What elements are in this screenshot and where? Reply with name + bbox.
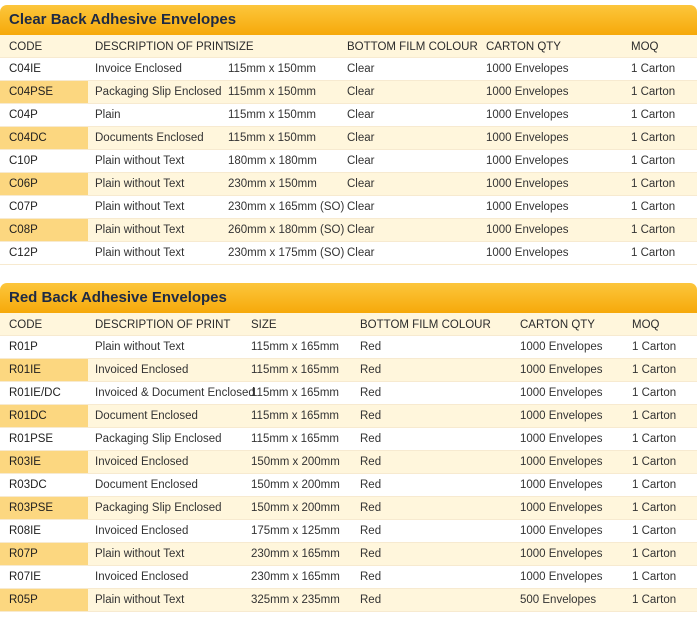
cell-code: R01IE bbox=[0, 359, 88, 381]
cell-code: R01DC bbox=[0, 405, 88, 427]
cell-size: 115mm x 165mm bbox=[251, 364, 339, 376]
cell-code: C08P bbox=[0, 219, 88, 241]
table-row bbox=[0, 543, 697, 566]
cell-description: Plain without Text bbox=[95, 224, 185, 236]
table-header-row bbox=[0, 35, 697, 58]
cell-film-colour: Clear bbox=[347, 224, 375, 236]
header-code: CODE bbox=[9, 41, 43, 53]
cell-film-colour: Red bbox=[360, 364, 382, 376]
table-title: Clear Back Adhesive Envelopes bbox=[0, 5, 697, 35]
cell-moq: 1 Carton bbox=[631, 63, 676, 75]
table-row bbox=[0, 520, 697, 543]
cell-size: 115mm x 165mm bbox=[251, 433, 339, 445]
cell-description: Invoiced Enclosed bbox=[95, 456, 189, 468]
header-film-colour: BOTTOM FILM COLOUR bbox=[347, 41, 478, 53]
cell-film-colour: Clear bbox=[347, 86, 375, 98]
cell-size: 150mm x 200mm bbox=[251, 479, 340, 491]
cell-moq: 1 Carton bbox=[632, 571, 677, 583]
cell-carton-qty: 1000 Envelopes bbox=[520, 502, 603, 514]
cell-carton-qty: 1000 Envelopes bbox=[486, 178, 569, 190]
cell-description: Plain bbox=[95, 109, 121, 121]
cell-code: C04IE bbox=[9, 63, 41, 75]
cell-film-colour: Clear bbox=[347, 63, 375, 75]
table-row bbox=[0, 359, 697, 382]
cell-carton-qty: 1000 Envelopes bbox=[520, 479, 603, 491]
table-row bbox=[0, 196, 697, 219]
cell-description: Plain without Text bbox=[95, 201, 185, 213]
cell-carton-qty: 1000 Envelopes bbox=[520, 410, 603, 422]
cell-carton-qty: 1000 Envelopes bbox=[486, 109, 569, 121]
cell-description: Plain without Text bbox=[95, 548, 185, 560]
cell-carton-qty: 1000 Envelopes bbox=[520, 387, 603, 399]
cell-film-colour: Red bbox=[360, 525, 382, 537]
cell-moq: 1 Carton bbox=[631, 155, 676, 167]
table-row bbox=[0, 589, 697, 612]
cell-film-colour: Red bbox=[360, 594, 382, 606]
cell-carton-qty: 1000 Envelopes bbox=[486, 132, 569, 144]
cell-carton-qty: 1000 Envelopes bbox=[520, 433, 603, 445]
cell-description: Invoiced Enclosed bbox=[95, 525, 189, 537]
cell-size: 230mm x 165mm bbox=[251, 571, 340, 583]
header-description: DESCRIPTION OF PRINT bbox=[95, 41, 231, 53]
cell-code: C12P bbox=[9, 247, 38, 259]
table-row bbox=[0, 566, 697, 589]
cell-moq: 1 Carton bbox=[632, 525, 677, 537]
table-row bbox=[0, 336, 697, 359]
cell-carton-qty: 1000 Envelopes bbox=[520, 548, 603, 560]
cell-moq: 1 Carton bbox=[632, 479, 677, 491]
cell-size: 325mm x 235mm bbox=[251, 594, 340, 606]
table-row bbox=[0, 242, 697, 265]
cell-code: R01IE/DC bbox=[9, 387, 61, 399]
cell-description: Document Enclosed bbox=[95, 410, 198, 422]
table-row bbox=[0, 382, 697, 405]
cell-film-colour: Clear bbox=[347, 247, 375, 259]
table-row bbox=[0, 497, 697, 520]
table-row bbox=[0, 428, 697, 451]
cell-code: R03IE bbox=[0, 451, 88, 473]
header-film-colour: BOTTOM FILM COLOUR bbox=[360, 319, 491, 331]
table-row bbox=[0, 58, 697, 81]
header-code: CODE bbox=[9, 319, 43, 331]
cell-film-colour: Red bbox=[360, 571, 382, 583]
header-moq: MOQ bbox=[632, 319, 660, 331]
cell-carton-qty: 1000 Envelopes bbox=[486, 63, 569, 75]
table-title: Red Back Adhesive Envelopes bbox=[0, 283, 697, 313]
header-carton-qty: CARTON QTY bbox=[520, 319, 595, 331]
header-carton-qty: CARTON QTY bbox=[486, 41, 561, 53]
cell-moq: 1 Carton bbox=[631, 86, 676, 98]
table-row bbox=[0, 81, 697, 104]
cell-film-colour: Red bbox=[360, 456, 382, 468]
cell-moq: 1 Carton bbox=[631, 201, 676, 213]
cell-size: 115mm x 150mm bbox=[228, 86, 316, 98]
cell-size: 175mm x 125mm bbox=[251, 525, 340, 537]
cell-moq: 1 Carton bbox=[631, 178, 676, 190]
cell-description: Documents Enclosed bbox=[95, 132, 204, 144]
cell-moq: 1 Carton bbox=[632, 341, 677, 353]
header-size: SIZE bbox=[228, 41, 254, 53]
cell-carton-qty: 1000 Envelopes bbox=[486, 247, 569, 259]
cell-description: Packaging Slip Enclosed bbox=[95, 502, 222, 514]
cell-description: Plain without Text bbox=[95, 594, 185, 606]
cell-size: 115mm x 165mm bbox=[251, 341, 339, 353]
header-description: DESCRIPTION OF PRINT bbox=[95, 319, 231, 331]
cell-code: C10P bbox=[9, 155, 38, 167]
table-row bbox=[0, 150, 697, 173]
cell-size: 150mm x 200mm bbox=[251, 456, 340, 468]
cell-moq: 1 Carton bbox=[632, 410, 677, 422]
cell-carton-qty: 1000 Envelopes bbox=[486, 155, 569, 167]
cell-size: 150mm x 200mm bbox=[251, 502, 340, 514]
cell-film-colour: Red bbox=[360, 502, 382, 514]
cell-size: 115mm x 150mm bbox=[228, 63, 316, 75]
cell-code: R01PSE bbox=[9, 433, 54, 445]
cell-size: 230mm x 165mm bbox=[251, 548, 340, 560]
header-size: SIZE bbox=[251, 319, 277, 331]
cell-carton-qty: 1000 Envelopes bbox=[486, 224, 569, 236]
cell-moq: 1 Carton bbox=[632, 594, 677, 606]
cell-moq: 1 Carton bbox=[631, 132, 676, 144]
cell-size: 115mm x 165mm bbox=[251, 387, 339, 399]
cell-carton-qty: 1000 Envelopes bbox=[520, 341, 603, 353]
cell-code: R08IE bbox=[9, 525, 41, 537]
table-body bbox=[0, 336, 697, 612]
clear-back-table bbox=[0, 5, 697, 265]
cell-film-colour: Red bbox=[360, 433, 382, 445]
cell-moq: 1 Carton bbox=[631, 109, 676, 121]
cell-size: 260mm x 180mm (SO) bbox=[228, 224, 345, 236]
cell-code: C06P bbox=[0, 173, 88, 195]
cell-carton-qty: 1000 Envelopes bbox=[520, 571, 603, 583]
cell-code: C04P bbox=[9, 109, 38, 121]
cell-description: Plain without Text bbox=[95, 341, 185, 353]
cell-description: Packaging Slip Enclosed bbox=[95, 86, 222, 98]
cell-moq: 1 Carton bbox=[631, 247, 676, 259]
cell-description: Packaging Slip Enclosed bbox=[95, 433, 222, 445]
table-row bbox=[0, 127, 697, 150]
table-row bbox=[0, 405, 697, 428]
cell-size: 115mm x 150mm bbox=[228, 132, 316, 144]
cell-size: 230mm x 175mm (SO) bbox=[228, 247, 345, 259]
cell-description: Plain without Text bbox=[95, 247, 185, 259]
cell-description: Invoiced Enclosed bbox=[95, 571, 189, 583]
cell-film-colour: Red bbox=[360, 387, 382, 399]
cell-carton-qty: 1000 Envelopes bbox=[520, 456, 603, 468]
cell-description: Plain without Text bbox=[95, 155, 185, 167]
cell-moq: 1 Carton bbox=[632, 502, 677, 514]
table-row bbox=[0, 451, 697, 474]
cell-moq: 1 Carton bbox=[632, 433, 677, 445]
cell-carton-qty: 1000 Envelopes bbox=[520, 525, 603, 537]
cell-carton-qty: 500 Envelopes bbox=[520, 594, 597, 606]
cell-size: 115mm x 165mm bbox=[251, 410, 339, 422]
cell-code: R07IE bbox=[9, 571, 41, 583]
table-row bbox=[0, 173, 697, 196]
cell-code: R01P bbox=[9, 341, 38, 353]
cell-film-colour: Clear bbox=[347, 155, 375, 167]
cell-film-colour: Red bbox=[360, 341, 382, 353]
cell-carton-qty: 1000 Envelopes bbox=[520, 364, 603, 376]
cell-description: Plain without Text bbox=[95, 178, 185, 190]
cell-size: 180mm x 180mm bbox=[228, 155, 317, 167]
cell-size: 115mm x 150mm bbox=[228, 109, 316, 121]
cell-description: Invoice Enclosed bbox=[95, 63, 182, 75]
cell-code: R07P bbox=[0, 543, 88, 565]
cell-description: Invoiced & Document Enclosed bbox=[95, 387, 255, 399]
cell-film-colour: Red bbox=[360, 410, 382, 422]
cell-code: C04DC bbox=[0, 127, 88, 149]
table-row bbox=[0, 219, 697, 242]
cell-moq: 1 Carton bbox=[632, 456, 677, 468]
cell-carton-qty: 1000 Envelopes bbox=[486, 86, 569, 98]
cell-moq: 1 Carton bbox=[632, 364, 677, 376]
cell-size: 230mm x 150mm bbox=[228, 178, 317, 190]
cell-film-colour: Clear bbox=[347, 201, 375, 213]
cell-code: R05P bbox=[0, 589, 88, 611]
cell-code: R03DC bbox=[9, 479, 47, 491]
cell-description: Document Enclosed bbox=[95, 479, 198, 491]
cell-moq: 1 Carton bbox=[632, 548, 677, 560]
cell-code: C04PSE bbox=[0, 81, 88, 103]
cell-code: C07P bbox=[9, 201, 38, 213]
table-row bbox=[0, 474, 697, 497]
table-row bbox=[0, 104, 697, 127]
cell-moq: 1 Carton bbox=[632, 387, 677, 399]
cell-description: Invoiced Enclosed bbox=[95, 364, 189, 376]
cell-film-colour: Clear bbox=[347, 132, 375, 144]
table-header-row bbox=[0, 313, 697, 336]
cell-moq: 1 Carton bbox=[631, 224, 676, 236]
cell-code: R03PSE bbox=[0, 497, 88, 519]
cell-film-colour: Red bbox=[360, 548, 382, 560]
cell-film-colour: Clear bbox=[347, 178, 375, 190]
cell-film-colour: Clear bbox=[347, 109, 375, 121]
cell-film-colour: Red bbox=[360, 479, 382, 491]
header-moq: MOQ bbox=[631, 41, 659, 53]
red-back-table bbox=[0, 283, 697, 612]
cell-carton-qty: 1000 Envelopes bbox=[486, 201, 569, 213]
table-body bbox=[0, 58, 697, 265]
cell-size: 230mm x 165mm (SO) bbox=[228, 201, 345, 213]
